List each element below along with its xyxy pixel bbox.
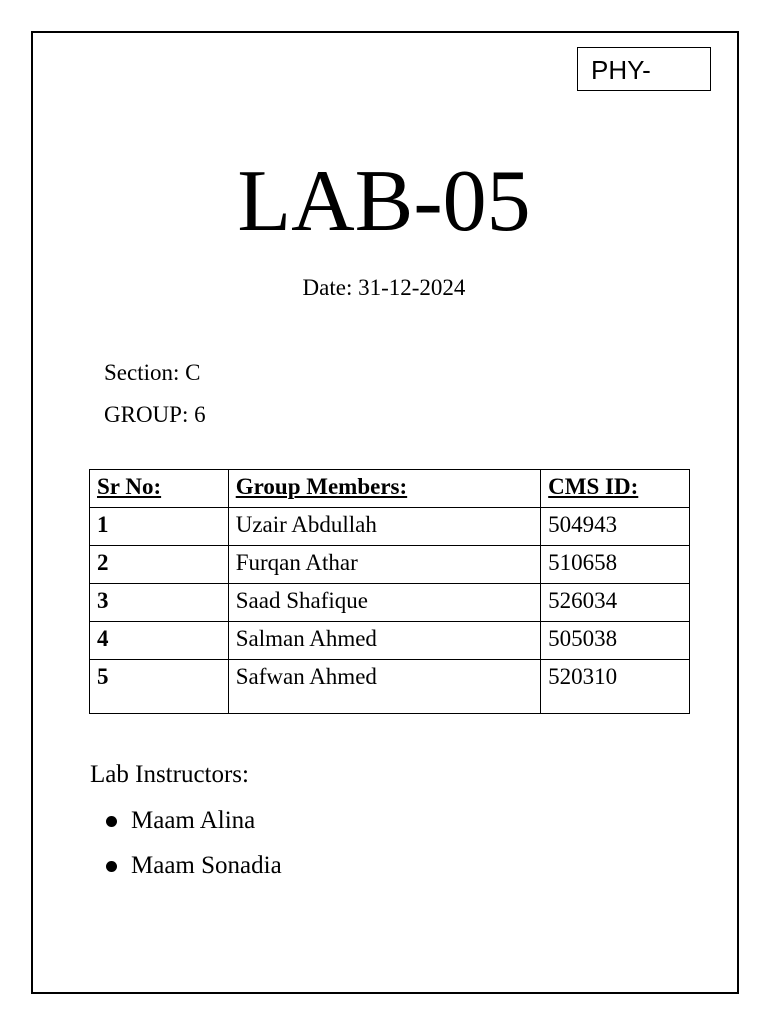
row-member-name: Uzair Abdullah <box>228 508 540 546</box>
section-line: Section: C <box>104 360 201 385</box>
row-sr-no: 5 <box>90 660 229 714</box>
row-member-name: Salman Ahmed <box>228 622 540 660</box>
table-row <box>90 622 690 660</box>
instructor-name: Maam Alina <box>131 807 256 834</box>
row-sr-no: 2 <box>90 546 229 584</box>
row-sr-no: 3 <box>90 584 229 622</box>
header-cms-id: CMS ID: <box>541 470 690 508</box>
row-member-name: Saad Shafique <box>228 584 540 622</box>
instructor-name: Maam Sonadia <box>131 852 282 879</box>
header-group-members: Group Members: <box>228 470 540 508</box>
table-row <box>90 508 690 546</box>
table-row <box>90 584 690 622</box>
group-line: GROUP: 6 <box>104 402 206 427</box>
row-member-name: Safwan Ahmed <box>228 660 540 714</box>
bullet-icon <box>106 816 117 827</box>
row-member-name: Furqan Athar <box>228 546 540 584</box>
course-code-box: PHY- <box>577 47 711 91</box>
row-cms-id: 505038 <box>541 622 690 660</box>
date-line: Date: 31-12-2024 <box>302 275 466 300</box>
table-header-row <box>90 470 690 508</box>
lab-title: LAB-05 <box>237 153 531 250</box>
instructors-heading: Lab Instructors: <box>90 761 249 788</box>
row-sr-no: 4 <box>90 622 229 660</box>
row-cms-id: 510658 <box>541 546 690 584</box>
group-members-table <box>89 469 690 714</box>
header-sr-no: Sr No: <box>90 470 229 508</box>
table-row <box>90 546 690 584</box>
row-cms-id: 504943 <box>541 508 690 546</box>
row-sr-no: 1 <box>90 508 229 546</box>
bullet-icon <box>106 861 117 872</box>
row-cms-id: 520310 <box>541 660 690 714</box>
row-cms-id: 526034 <box>541 584 690 622</box>
table-row <box>90 660 690 714</box>
